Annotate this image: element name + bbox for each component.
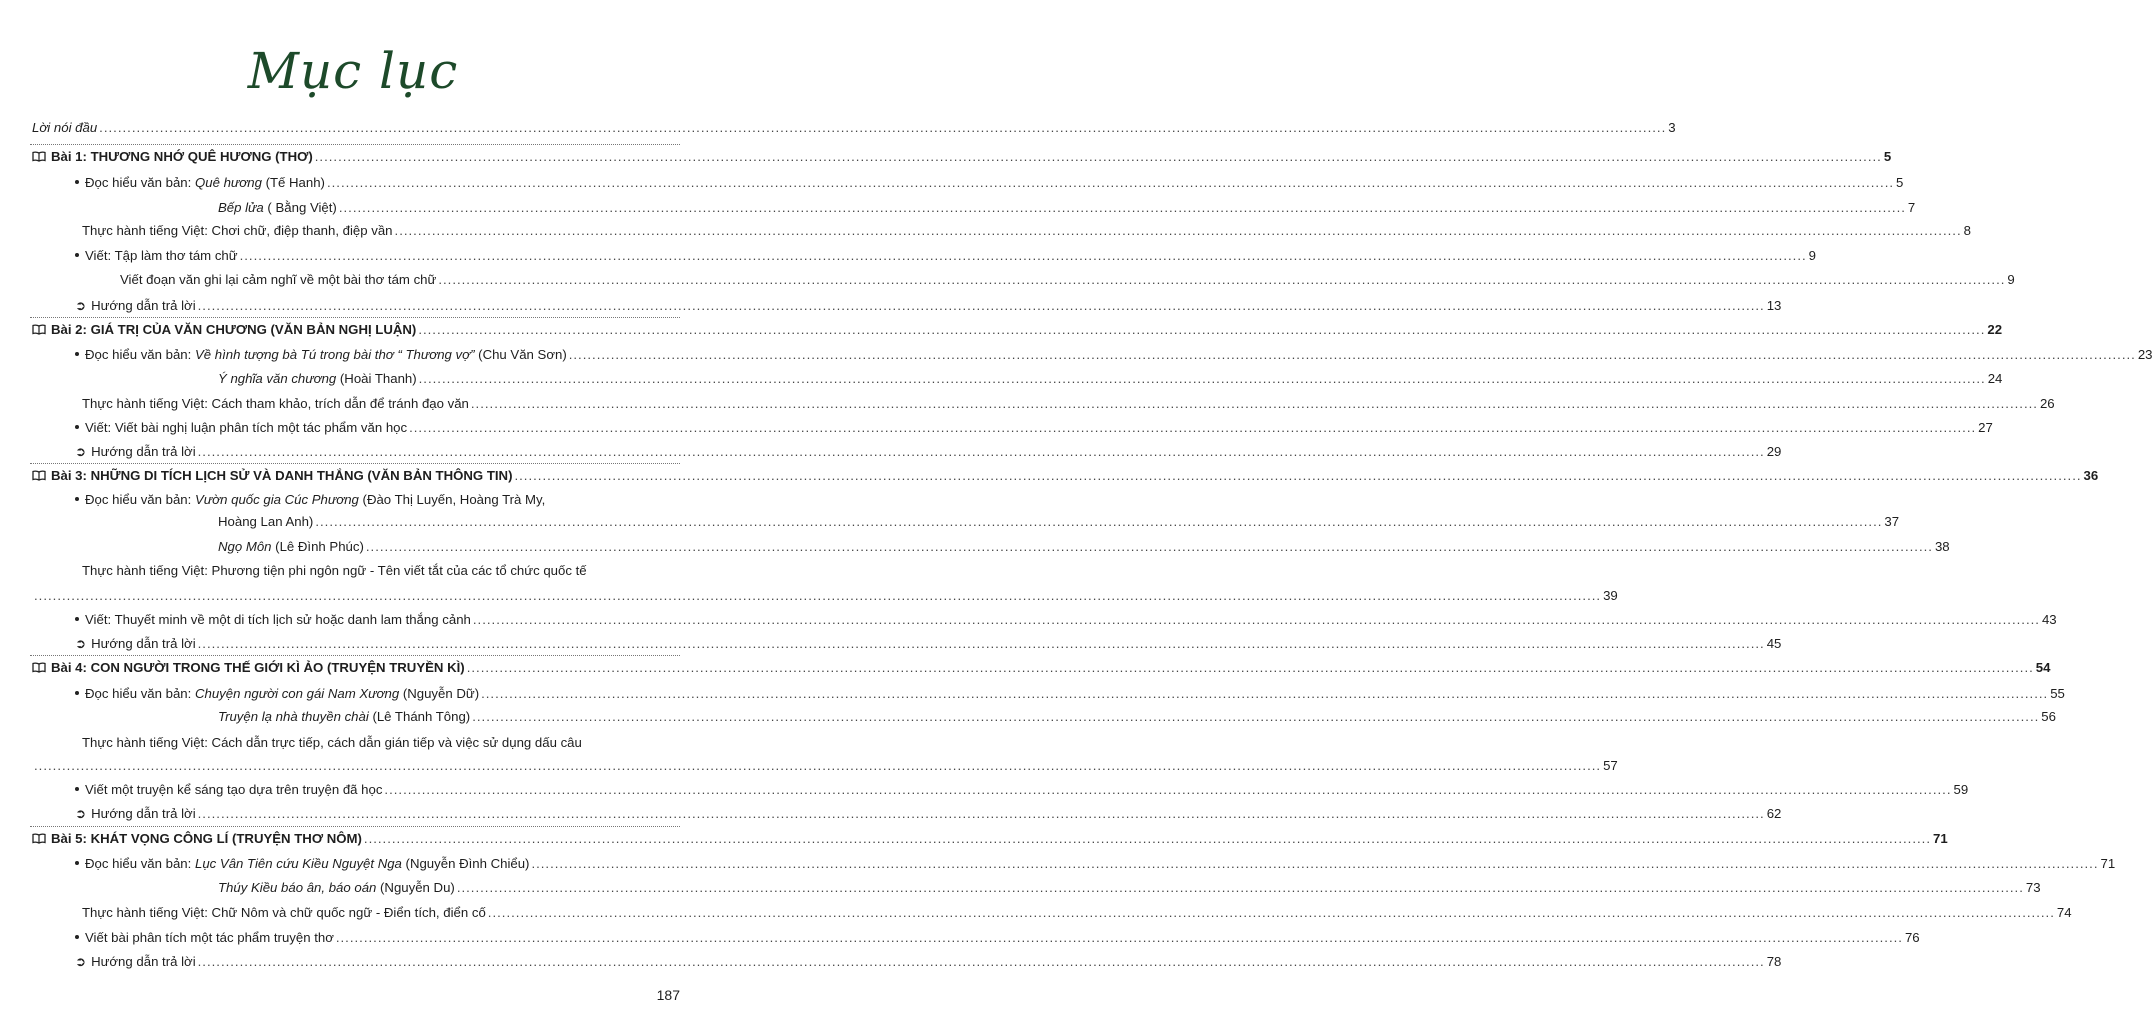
toc-entry[interactable] <box>0 270 2015 290</box>
toc-entry[interactable] <box>0 610 2057 630</box>
entry-prefix: Đọc hiểu văn bản: <box>85 492 195 507</box>
toc-entry-text <box>218 878 455 898</box>
dot-leader <box>438 270 2005 290</box>
entry-author: (Đào Thị Luyến, Hoàng Trà My, <box>358 492 546 507</box>
entry-page-number: 37 <box>1884 514 1900 529</box>
toc-entry-text <box>32 147 313 167</box>
dot-leader <box>481 684 2048 704</box>
toc-lesson-heading[interactable] <box>0 320 2003 340</box>
section-divider <box>30 655 680 656</box>
entry-prefix: Thực hành tiếng Việt: Chữ Nôm và chữ quốc ngữ - Điển tích, điển cố <box>82 905 486 920</box>
dot-leader <box>418 320 1985 340</box>
dot-leader <box>472 707 2039 727</box>
entry-page-number: 26 <box>2039 396 2055 411</box>
toc-entry[interactable] <box>0 928 1920 948</box>
bullet-icon <box>75 497 79 501</box>
dot-leader <box>384 780 1951 800</box>
entry-prefix: Thực hành tiếng Việt: Cách dẫn trực tiếp, cách dẫn gián tiếp và việc sử dụng dấu câu <box>82 735 582 750</box>
entry-prefix: Viết: Thuyết minh về một di tích lịch sử hoặc danh lam thắng cảnh <box>85 612 471 627</box>
entry-page-number: 27 <box>1978 420 1993 435</box>
entry-prefix: Viết: Tập làm thơ tám chữ <box>85 248 238 263</box>
section-divider <box>30 463 680 464</box>
toc-entry-text <box>75 442 196 462</box>
toc-entry-text <box>218 369 417 389</box>
toc-entry-text <box>75 928 334 948</box>
dot-leader <box>395 221 1962 241</box>
book-icon <box>32 324 46 335</box>
entry-page-number: 57 <box>1603 758 1618 773</box>
dot-leader <box>34 586 1601 606</box>
dot-leader <box>366 537 1933 557</box>
entry-author: ( Bằng Việt) <box>263 200 337 215</box>
toc-entry[interactable] <box>0 756 1618 776</box>
entry-work-title: Chuyện người con gái Nam Xương <box>194 686 400 701</box>
entry-page-number: 71 <box>1932 831 1948 846</box>
toc-entry[interactable] <box>0 221 1971 241</box>
toc-entry-text <box>75 634 196 654</box>
toc-entry-text <box>75 490 545 510</box>
toc-entry[interactable] <box>0 707 2056 727</box>
dot-leader <box>198 634 1765 654</box>
toc-entry[interactable] <box>0 780 1969 800</box>
toc-lesson-heading[interactable] <box>0 147 1892 167</box>
entry-work-title: Lục Vân Tiên cứu Kiều Nguyệt Nga <box>194 856 402 871</box>
toc-entry[interactable] <box>0 634 1782 654</box>
entry-page-number: 59 <box>1953 782 1969 797</box>
entry-prefix: Đọc hiểu văn bản: <box>85 686 195 701</box>
toc-entry[interactable] <box>0 684 2065 704</box>
entry-prefix: Hoàng Lan Anh) <box>218 514 314 529</box>
toc-entry[interactable] <box>0 246 1817 266</box>
bullet-icon <box>75 691 79 695</box>
entry-page-number: 3 <box>1668 120 1676 135</box>
dot-leader <box>514 466 2081 486</box>
dot-leader <box>339 198 1906 218</box>
entry-author: (Tế Hanh) <box>261 175 325 190</box>
toc-entry[interactable] <box>0 878 2041 898</box>
entry-page-number: 39 <box>1603 588 1618 603</box>
toc-entry-text <box>82 733 582 753</box>
arrow-icon: ➲ <box>75 954 87 969</box>
dot-leader <box>336 928 1903 948</box>
dot-leader <box>198 296 1765 316</box>
bullet-icon <box>75 425 79 429</box>
entry-prefix: Viết bài phân tích một tác phẩm truyện thơ <box>85 930 334 945</box>
book-icon <box>32 470 46 481</box>
toc-entry-text <box>32 466 512 486</box>
toc-entry[interactable] <box>0 418 1993 438</box>
entry-prefix: Thực hành tiếng Việt: Chơi chữ, điệp thanh, điệp vần <box>82 223 393 238</box>
dot-leader <box>315 512 1882 532</box>
toc-entry[interactable] <box>0 490 706 510</box>
dot-leader <box>488 903 2055 923</box>
entry-prefix: Hướng dẫn trả lời <box>91 636 196 651</box>
dot-leader <box>531 854 2098 874</box>
entry-work-title: Bếp lửa <box>218 200 264 215</box>
bullet-icon <box>75 617 79 621</box>
entry-prefix: Viết: Viết bài nghị luận phân tích một tác phẩm văn học <box>85 420 408 435</box>
lesson-title: Bài 4: CON NGƯỜI TRONG THẾ GIỚI KÌ ẢO (TRUYỆN TRUYỀN KÌ) <box>51 660 465 675</box>
toc-entry-text <box>218 512 313 532</box>
toc-entry-text <box>75 418 407 438</box>
entry-work-title: Truyện lạ nhà thuyền chài <box>218 709 369 724</box>
toc-entry[interactable] <box>0 512 1900 532</box>
dot-leader <box>327 173 1894 193</box>
dot-leader <box>99 118 1666 138</box>
entry-prefix: Hướng dẫn trả lời <box>91 444 196 459</box>
entry-page-number: 76 <box>1904 930 1920 945</box>
toc-entry[interactable] <box>0 733 706 753</box>
dot-leader <box>471 394 2038 414</box>
bullet-icon <box>75 861 79 865</box>
lesson-title: Bài 3: NHỮNG DI TÍCH LỊCH SỬ VÀ DANH THẮNG (VĂN BẢN THÔNG TIN) <box>51 468 513 483</box>
bullet-icon <box>75 935 79 939</box>
entry-author: (Nguyễn Đình Chiểu) <box>401 856 530 871</box>
toc-entry[interactable] <box>0 537 1950 557</box>
entry-prefix: Hướng dẫn trả lời <box>91 806 196 821</box>
toc-entry[interactable] <box>0 854 2116 874</box>
toc-entry-text <box>75 296 196 316</box>
dot-leader <box>34 756 1601 776</box>
entry-work-title: Về hình tượng bà Tú trong bài thơ “ Thương vợ” <box>194 347 475 362</box>
toc-entry-text <box>32 658 465 678</box>
toc-entry[interactable] <box>0 198 1916 218</box>
lesson-title: Bài 5: KHÁT VỌNG CÔNG LÍ (TRUYỆN THƠ NÔM) <box>51 831 362 846</box>
toc-entry-text <box>75 246 238 266</box>
toc-entry[interactable] <box>0 369 2003 389</box>
toc-entry-text <box>32 320 416 340</box>
page-number: 187 <box>656 987 680 1003</box>
toc-entry[interactable] <box>0 442 1782 462</box>
toc-lesson-heading[interactable] <box>0 829 1948 849</box>
dot-leader <box>198 804 1765 824</box>
entry-prefix: Viết một truyện kể sáng tạo dựa trên truyện đã học <box>85 782 383 797</box>
toc-entry-text <box>82 394 469 414</box>
entry-title: Lời nói đầu <box>32 120 98 135</box>
entry-work-title: Ý nghĩa văn chương <box>218 371 337 386</box>
entry-page-number: 5 <box>1883 149 1892 164</box>
entry-page-number: 7 <box>1907 200 1916 215</box>
bullet-icon <box>75 253 79 257</box>
entry-author: (Nguyễn Du) <box>376 880 455 895</box>
toc-entry-text <box>218 707 470 727</box>
entry-page-number: 8 <box>1963 223 1971 238</box>
entry-prefix: Hướng dẫn trả lời <box>91 954 196 969</box>
entry-prefix: Đọc hiểu văn bản: <box>85 347 195 362</box>
dot-leader <box>419 369 1986 389</box>
toc-entry[interactable] <box>0 394 2055 414</box>
entry-page-number: 55 <box>2050 686 2065 701</box>
toc-entry-text <box>75 804 196 824</box>
section-divider <box>30 826 680 827</box>
toc-lesson-heading[interactable] <box>0 466 2099 486</box>
entry-prefix: Thực hành tiếng Việt: Cách tham khảo, trích dẫn để tránh đạo văn <box>82 396 469 411</box>
toc-entry-text <box>82 561 587 581</box>
arrow-icon: ➲ <box>75 636 87 651</box>
toc-lesson-heading[interactable] <box>0 658 2051 678</box>
toc-entry-text <box>218 198 337 218</box>
entry-page-number: 54 <box>2035 660 2051 675</box>
entry-prefix: Hướng dẫn trả lời <box>91 298 196 313</box>
bullet-icon <box>75 787 79 791</box>
entry-page-number: 36 <box>2083 468 2099 483</box>
arrow-icon: ➲ <box>75 444 87 459</box>
toc-entry-text <box>218 537 364 557</box>
dot-leader <box>198 442 1765 462</box>
toc-entry-text <box>75 854 529 874</box>
entry-author: (Chu Văn Sơn) <box>474 347 567 362</box>
toc-entry-text <box>32 118 97 138</box>
toc-entry-text <box>75 610 471 630</box>
book-icon <box>32 662 46 673</box>
entry-page-number: 23 <box>2137 347 2152 362</box>
entry-author: (Nguyễn Dữ) <box>399 686 480 701</box>
entry-page-number: 45 <box>1766 636 1782 651</box>
dot-leader <box>467 658 2034 678</box>
entry-prefix: Đọc hiểu văn bản: <box>85 856 195 871</box>
entry-page-number: 38 <box>1934 539 1950 554</box>
dot-leader <box>409 418 1976 438</box>
toc-entry[interactable] <box>0 296 1782 316</box>
dot-leader <box>198 952 1765 972</box>
dot-leader <box>240 246 1807 266</box>
toc-entry-text <box>75 952 196 972</box>
entry-page-number: 29 <box>1766 444 1782 459</box>
entry-work-title: Vườn quốc gia Cúc Phương <box>194 492 359 507</box>
toc-entry[interactable] <box>0 118 1676 138</box>
dot-leader <box>569 345 2136 365</box>
entry-work-title: Ngọ Môn <box>218 539 272 554</box>
dot-leader <box>473 610 2040 630</box>
toc-entry-text <box>75 780 382 800</box>
entry-work-title: Thúy Kiều báo ân, báo oán <box>218 880 377 895</box>
section-divider <box>30 144 680 145</box>
entry-page-number: 9 <box>2007 272 2015 287</box>
toc-entry[interactable] <box>0 345 2152 365</box>
toc-entry-text <box>82 221 393 241</box>
entry-page-number: 74 <box>2056 905 2072 920</box>
toc-entry[interactable] <box>0 903 2072 923</box>
toc-entry-text <box>75 684 479 704</box>
arrow-icon: ➲ <box>75 806 87 821</box>
entry-page-number: 56 <box>2041 709 2056 724</box>
entry-page-number: 13 <box>1766 298 1782 313</box>
toc-entry-text <box>120 270 436 290</box>
bullet-icon <box>75 180 79 184</box>
toc-entry-text <box>82 903 486 923</box>
toc-entry[interactable] <box>0 173 1904 193</box>
entry-page-number: 24 <box>1987 371 2003 386</box>
entry-page-number: 73 <box>2025 880 2041 895</box>
entry-page-number: 5 <box>1896 175 1904 190</box>
entry-author: (Hoài Thanh) <box>336 371 417 386</box>
entry-prefix: Đọc hiểu văn bản: <box>85 175 195 190</box>
toc-entry[interactable] <box>0 561 706 581</box>
entry-page-number: 71 <box>2100 856 2116 871</box>
lesson-title: Bài 1: THƯƠNG NHỚ QUÊ HƯƠNG (THƠ) <box>51 149 313 164</box>
entry-page-number: 43 <box>2041 612 2057 627</box>
toc-entry-text <box>75 345 567 365</box>
entry-prefix: Viết đoạn văn ghi lại cảm nghĩ về một bài thơ tám chữ <box>120 272 437 287</box>
entry-work-title: Quê hương <box>194 175 262 190</box>
entry-author: (Lê Thánh Tông) <box>368 709 471 724</box>
toc-entry[interactable] <box>0 804 1782 824</box>
entry-prefix: Thực hành tiếng Việt: Phương tiện phi ngôn ngữ - Tên viết tắt của các tổ chức quốc tế <box>82 563 587 578</box>
bullet-icon <box>75 352 79 356</box>
book-icon <box>32 833 46 844</box>
dot-leader <box>315 147 1882 167</box>
toc-entry[interactable] <box>0 952 1782 972</box>
toc-entry[interactable] <box>0 586 1618 606</box>
page-title: Mục lục <box>247 42 459 100</box>
lesson-title: Bài 2: GIÁ TRỊ CỦA VĂN CHƯƠNG (VĂN BẢN NGHỊ LUẬN) <box>51 322 417 337</box>
entry-page-number: 62 <box>1766 806 1782 821</box>
entry-page-number: 22 <box>1987 322 2003 337</box>
toc-entry-text <box>75 173 325 193</box>
section-divider <box>30 317 680 318</box>
dot-leader <box>457 878 2024 898</box>
book-icon <box>32 151 46 162</box>
entry-author: (Lê Đình Phúc) <box>271 539 364 554</box>
dot-leader <box>364 829 1931 849</box>
entry-page-number: 9 <box>1808 248 1817 263</box>
toc-entry-text <box>32 829 362 849</box>
arrow-icon: ➲ <box>75 298 87 313</box>
entry-page-number: 78 <box>1766 954 1782 969</box>
